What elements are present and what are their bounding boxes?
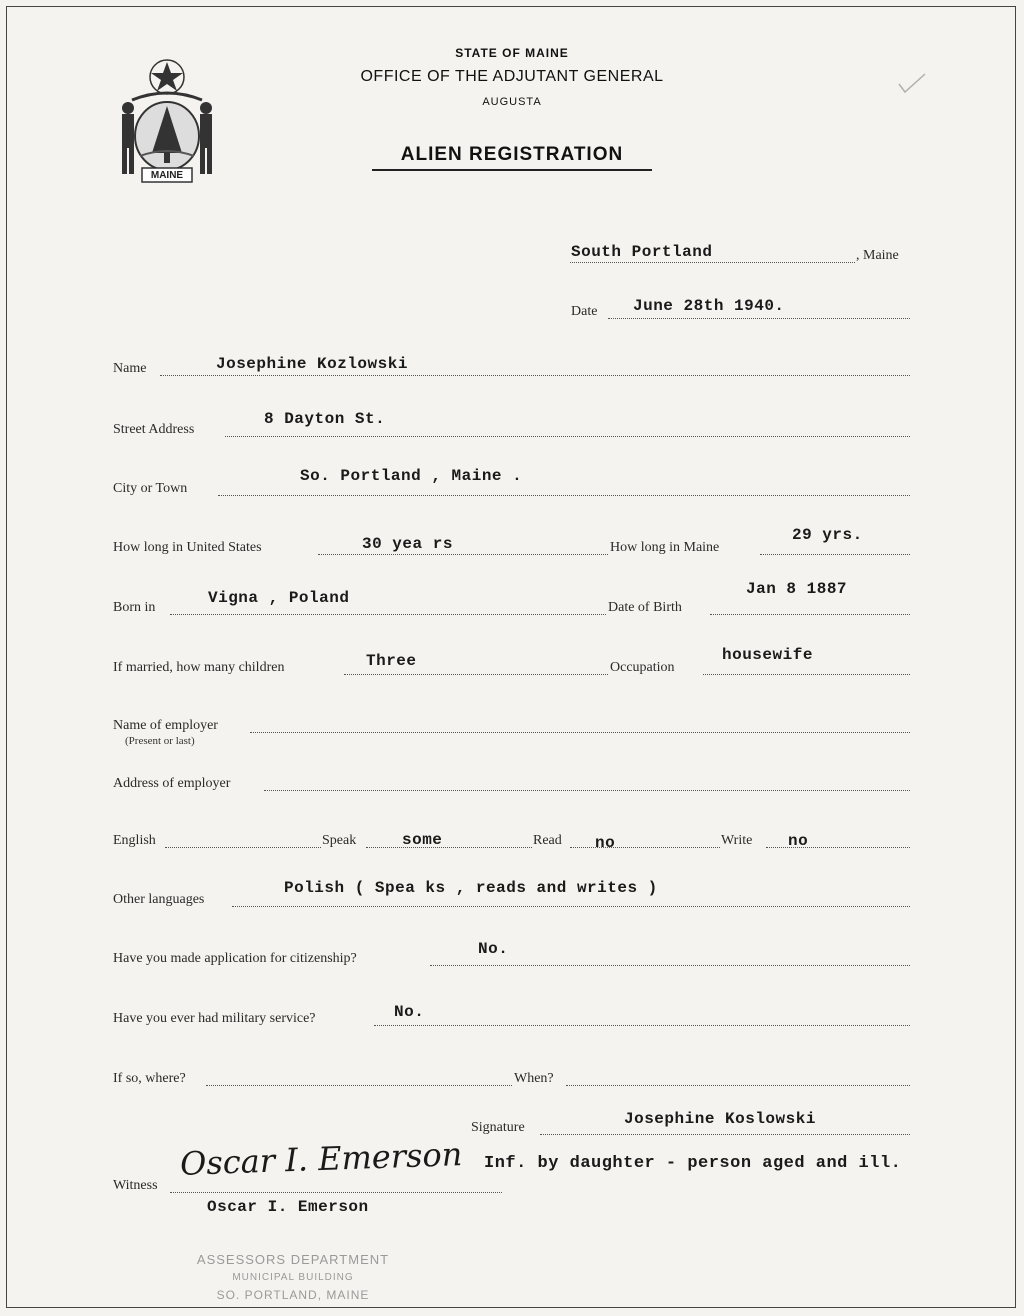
date-label: Date [571, 304, 598, 319]
occupation-label: Occupation [610, 660, 675, 675]
other-languages-label: Other languages [113, 892, 205, 907]
street-value: 8 Dayton St. [264, 410, 386, 428]
witness-label: Witness [113, 1178, 158, 1193]
dob-value: Jan 8 1887 [746, 580, 848, 598]
city-label: City or Town [113, 481, 188, 496]
born-in-value: Vigna , Poland [208, 589, 350, 607]
form-title: ALIEN REGISTRATION [400, 144, 624, 165]
occupation-value: housewife [722, 646, 813, 664]
citizenship-value: No. [478, 940, 509, 958]
name-label: Name [113, 361, 147, 376]
street-label: Street Address [113, 422, 195, 437]
assessors-stamp-line3: SO. PORTLAND, MAINE [216, 1288, 370, 1302]
children-label: If married, how many children [113, 660, 285, 675]
where-label: If so, where? [113, 1071, 186, 1086]
assessors-stamp-line1: ASSESSORS DEPARTMENT [196, 1252, 390, 1267]
state-seal-icon [112, 58, 222, 188]
header-city: AUGUSTA [482, 96, 542, 108]
location-state-label: , Maine [856, 248, 899, 263]
form-title-underline [372, 169, 652, 171]
informant-note: Inf. by daughter - person aged and ill. [484, 1154, 902, 1173]
how-long-maine-value: 29 yrs. [792, 526, 863, 544]
speak-value: some [402, 831, 443, 849]
seal-banner-text: MAINE [150, 170, 184, 181]
check-mark-icon [895, 70, 929, 96]
signature-value: Josephine Koslowski [624, 1110, 816, 1128]
document-frame [6, 6, 1016, 1308]
signature-label: Signature [471, 1120, 525, 1135]
born-in-label: Born in [113, 600, 156, 615]
header-state: STATE OF MAINE [455, 46, 569, 60]
assessors-stamp-line2: MUNICIPAL BUILDING [232, 1272, 354, 1283]
employer-address-label: Address of employer [113, 776, 231, 791]
how-long-us-value: 30 yea rs [362, 535, 453, 553]
witness-handwritten-signature: Oscar I. Emerson [179, 1135, 463, 1183]
citizenship-label: Have you made application for citizenship? [113, 951, 357, 966]
speak-label: Speak [322, 833, 357, 848]
other-languages-value: Polish ( Spea ks , reads and writes ) [284, 879, 658, 897]
military-label: Have you ever had military service? [113, 1011, 316, 1026]
dob-label: Date of Birth [608, 600, 682, 615]
english-label: English [113, 833, 156, 848]
military-value: No. [394, 1003, 425, 1021]
write-value: no [788, 832, 809, 850]
how-long-maine-label: How long in Maine [610, 540, 720, 555]
employer-label: Name of employer [113, 718, 218, 733]
date-value: June 28th 1940. [633, 297, 785, 315]
header-office: OFFICE OF THE ADJUTANT GENERAL [360, 68, 664, 85]
write-label: Write [721, 833, 753, 848]
how-long-us-label: How long in United States [113, 540, 262, 555]
witness-typed-name: Oscar I. Emerson [207, 1198, 369, 1216]
city-value: So. Portland , Maine . [300, 467, 523, 485]
name-value: Josephine Kozlowski [216, 355, 408, 373]
employer-sublabel: (Present or last) [125, 735, 195, 747]
read-value: no [595, 834, 616, 852]
children-value: Three [366, 652, 417, 670]
location-town: South Portland [571, 243, 713, 261]
read-label: Read [533, 833, 562, 848]
when-label: When? [514, 1071, 554, 1086]
